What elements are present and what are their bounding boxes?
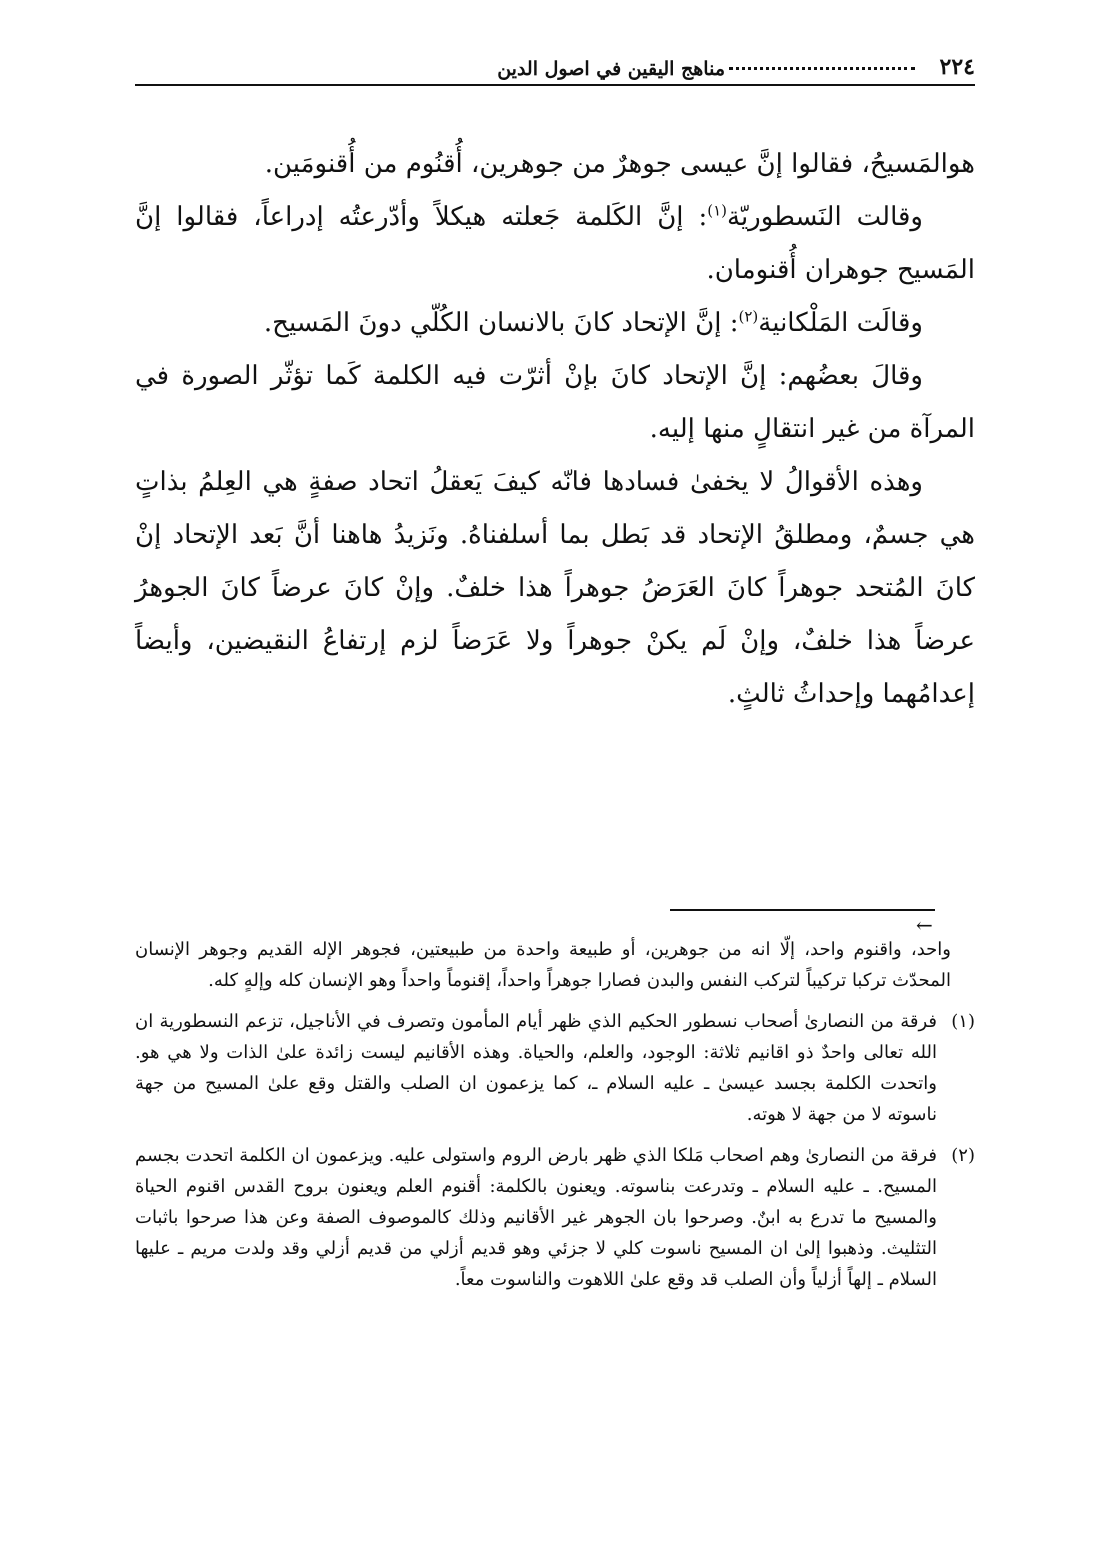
- footnote-2-text: فرقة من النصارىٰ وهم اصحاب مَلكا الذي ظهر بارض الروم واستولى عليه. ويزعمون ان الكلمة اتحدت بجسم المسيح. ـ عليه السلام ـ وتدرعت بناسوته. ويعنون بالكلمة: أقنوم العلم ويعنون بروح القدس اقنوم الحياة والمسيح ما تدرع به ابنٌ. وصرحوا بان الجوهر غير الأقانيم وذلك كالموصوف الصفة وعن هذا صرحوا باثبات التثليث. وذهبوا إلىٰ ان المسيح ناسوت كلي لا جزئي وهو قديم أزلي من قديم أزلي وقد ولدت مريم ـ عليها السلام ـ إلهاً أزلياً وأن الصلب قد وقع علىٰ اللاهوت والناسوت معاً.: [135, 1145, 937, 1290]
- footnote-continuation: واحد، واقنوم واحد، إلّا انه من جوهرين، أو طبيعة واحدة من طبيعتين، فجوهر الإله القديم وجوهر الإنسان المحدّث تركبا تركيباً لتركب النفس والبدن فصارا جوهراً واحداً، إقنوماً واحداً وهو الإنسان كله وإلهٍ كله.: [135, 939, 951, 991]
- footnote-1: [135, 1006, 975, 1130]
- paragraph-2-rest: : إنَّ الكَلمة جَعلته هيكلاً وأدّرعتُه إدراعاً، فقالوا إنَّ المَسيح جوهران أُقنومان.: [135, 202, 975, 285]
- paragraph-4: وقالَ بعضُهم: إنَّ الإتحاد كانَ بإنْ أثرّت فيه الكلمة كَما تؤثّر الصورة في المرآة من غير انتقالٍ منها إليه.: [135, 361, 975, 444]
- paragraph-3-rest: : إنَّ الإتحاد كانَ بالانسان الكُلّي دونَ المَسيح.: [263, 308, 739, 338]
- paragraph-5: وهذه الأقوالُ لا يخفىٰ فسادها فانّه كيفَ يَعقلُ اتحاد صفةٍ هي العِلمُ بذاتٍ هي جسمٌ، ومطلقُ الإتحاد قد بَطل بما أسلفناهُ. ونَزيدُ هاهنا أنَّ بَعد الإتحاد إنْ كانَ المُتحد جوهراً كانَ العَرَضُ جوهراً هذا خلفٌ. وإنْ كانَ عرضاً كانَ الجوهرُ عرضاً هذا خلفٌ، وإنْ لَم يكنْ جوهراً ولا عَرَضاً لزم إرتفاعُ النقيضين، وأيضاً إعدامُهما وإحداثُ ثالثٍ.: [135, 467, 975, 709]
- running-title: مناهج اليقين في اصول الدين: [497, 58, 725, 80]
- page-number: ٢٢٤: [939, 54, 975, 80]
- dot-leader: [729, 67, 915, 70]
- footnote-2: [135, 1140, 975, 1295]
- footnote-2-number: (٢): [951, 1145, 975, 1166]
- paragraph-3-start: وقالَت المَلْكانية: [758, 308, 923, 338]
- page-header: [135, 44, 975, 86]
- continuation-arrow-icon: ←: [916, 913, 933, 937]
- main-text: [135, 138, 975, 721]
- paragraph-2: [135, 191, 975, 297]
- footnotes: [135, 934, 975, 1305]
- paragraph-3: [135, 297, 975, 350]
- footnote-ref-1: (١): [707, 201, 727, 220]
- paragraph-2-start: وقالت النَسطوريّة: [727, 202, 923, 232]
- paragraph-1: هوالمَسيحُ، فقالوا إنَّ عيسى جوهرٌ من جوهرين، أُقنُوم من أُقنومَين.: [264, 149, 975, 179]
- footnote-ref-2: (٢): [738, 307, 759, 326]
- footnote-1-number: (١): [951, 1011, 975, 1032]
- footnote-rule: [670, 909, 935, 911]
- footnote-1-text: فرقة من النصارىٰ أصحاب نسطور الحكيم الذي ظهر أيام المأمون وتصرف في الأناجيل، تزعم النسطورية ان الله تعالى واحدٌ ذو اقانيم ثلاثة: الوجود، والعلم، والحياة. وهذه الأقانيم ليست زائدة علىٰ الذات ولا هي هو. واتحدت الكلمة بجسد عيسىٰ ـ عليه السلام ـ، كما يزعمون ان الصلب والقتل وقع علىٰ المسيح من جهة ناسوته لا من جهة لا هوته.: [135, 1011, 937, 1125]
